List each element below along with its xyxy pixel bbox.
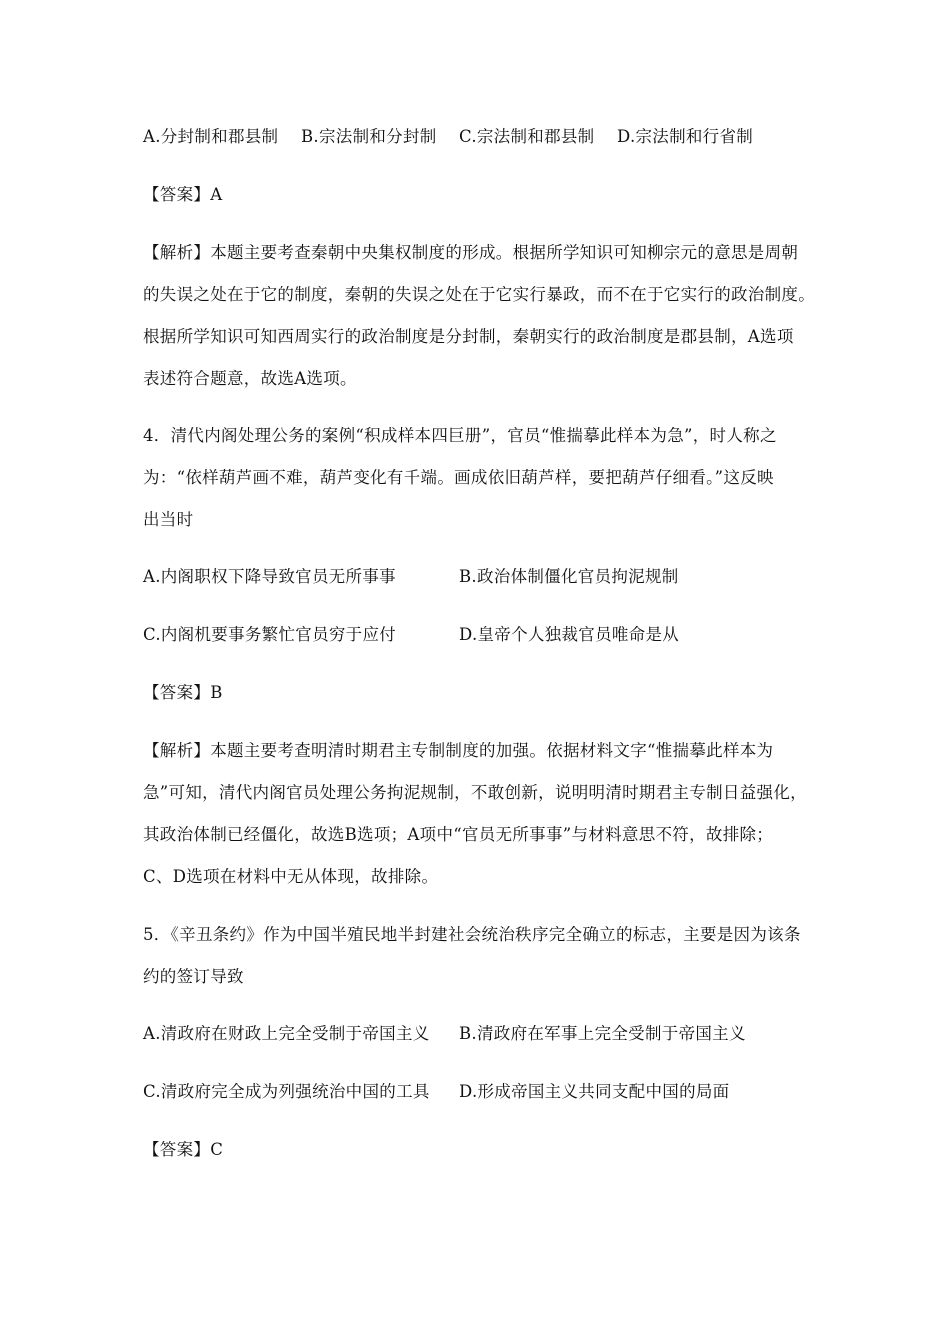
q5-option-d: D.形成帝国主义共同支配中国的局面 — [459, 1082, 730, 1101]
q4-option-a: A.内阁职权下降导致官员无所事事 — [143, 567, 396, 586]
q4-stem-line: 4．清代内阁处理公务的案例“积成样本四巨册”，官员“惟揣摹此样本为急”，时人称之 — [143, 426, 777, 445]
q4-answer: 【答案】B — [143, 683, 223, 702]
q5-option-b: B.清政府在军事上完全受制于帝国主义 — [459, 1024, 746, 1043]
q4-analysis-line: 急”可知，清代内阁官员处理公务拘泥规制，不敢创新，说明明清时期君主专制日益强化， — [143, 783, 807, 802]
q4-option-d: D.皇帝个人独裁官员唯命是从 — [459, 625, 680, 644]
q5-option-c: C.清政府完全成为列强统治中国的工具 — [143, 1082, 430, 1101]
q3-answer: 【答案】A — [143, 185, 223, 204]
q5-answer: 【答案】C — [143, 1140, 224, 1159]
q3-option-d: D.宗法制和行省制 — [617, 127, 754, 146]
q4-option-c: C.内阁机要事务繁忙官员穷于应付 — [143, 625, 397, 644]
q3-option-a: A.分封制和郡县制 — [143, 127, 279, 146]
q4-stem-line: 出当时 — [143, 510, 194, 529]
q3-analysis-line: 根据所学知识可知西周实行的政治制度是分封制，秦朝实行的政治制度是郡县制，A选项 — [143, 327, 794, 346]
q3-option-c: C.宗法制和郡县制 — [459, 127, 595, 146]
q4-analysis-line: 其政治体制已经僵化，故选B选项；A项中“官员无所事事”与材料意思不符，故排除； — [143, 825, 774, 844]
q3-analysis-line: 的失误之处在于它的制度，秦朝的失误之处在于它实行暴政，而不在于它实行的政治制度。 — [143, 285, 815, 304]
q3-analysis-line: 【解析】本题主要考查秦朝中央集权制度的形成。根据所学知识可知柳宗元的意思是周朝 — [143, 243, 799, 262]
q5-stem-line: 约的签订导致 — [143, 967, 244, 986]
q4-analysis-line: 【解析】本题主要考查明清时期君主专制制度的加强。依据材料文字“惟揣摹此样本为 — [143, 741, 774, 760]
q4-stem-line: 为：“依样葫芦画不难，葫芦变化有千端。画成依旧葫芦样，要把葫芦仔细看。”这反映 — [143, 468, 774, 487]
q5-option-a: A.清政府在财政上完全受制于帝国主义 — [143, 1024, 430, 1043]
q5-stem-line: 5．《辛丑条约》作为中国半殖民地半封建社会统治秩序完全确立的标志，主要是因为该条 — [143, 925, 801, 944]
q3-option-b: B.宗法制和分封制 — [301, 127, 437, 146]
q3-analysis-line: 表述符合题意，故选A选项。 — [143, 369, 357, 388]
q4-analysis-line: C、D选项在材料中无从体现，故排除。 — [143, 867, 439, 886]
q4-option-b: B.政治体制僵化官员拘泥规制 — [459, 567, 679, 586]
